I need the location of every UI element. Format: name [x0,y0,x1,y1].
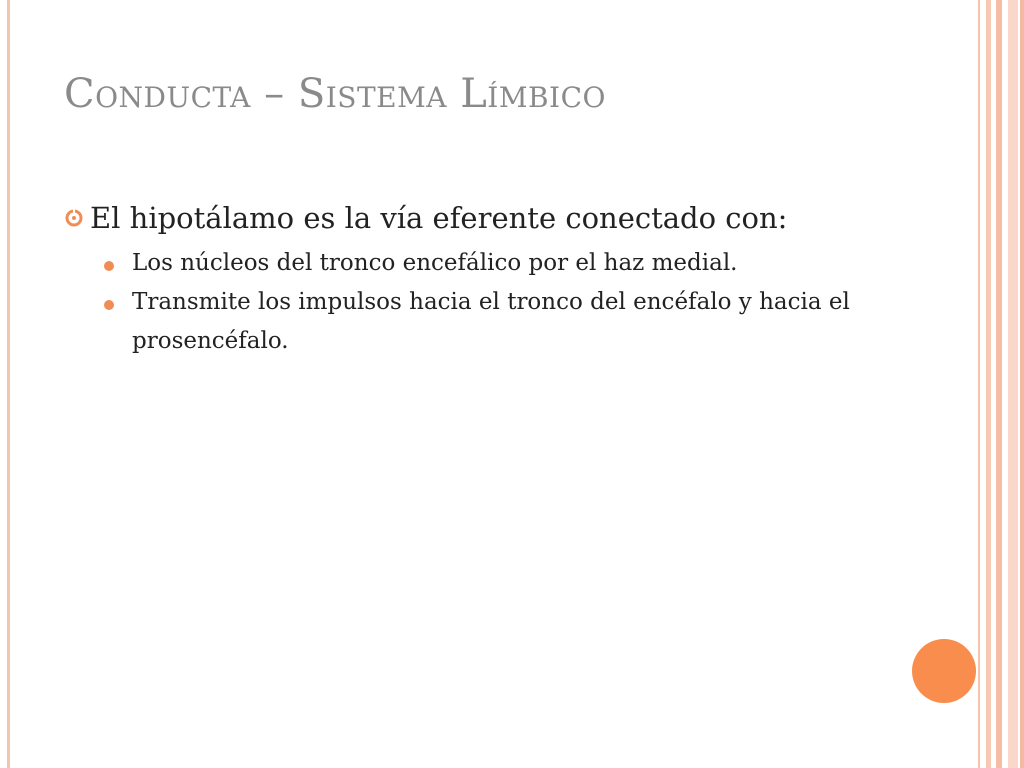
orange-dot-bullet-icon [104,300,114,310]
right-frame-line-3 [996,0,1002,768]
left-frame-line [7,0,10,768]
right-frame-line-1 [978,0,980,768]
sub-bullet-text: Los núcleos del tronco encefálico por el haz medial. [132,250,738,276]
list-item [90,283,964,361]
bullet-text: El hipotálamo es la vía eferente conectado con: [90,201,788,235]
orange-ring-bullet-icon [64,208,84,228]
sub-bullet-text: Transmite los impulsos hacia el tronco del encéfalo y hacia el prosencéfalo. [132,289,850,354]
right-frame-line-5 [1020,0,1024,768]
list-item [90,244,964,283]
orange-circle-decoration [912,639,976,703]
right-frame-line-2 [986,0,991,768]
orange-dot-bullet-icon [104,261,114,271]
slide-title: Conducta – Sistema Límbico [64,71,606,117]
list-item [64,192,964,361]
sub-bullet-list [90,244,964,361]
bullet-list [64,192,964,361]
right-frame-line-4 [1008,0,1018,768]
